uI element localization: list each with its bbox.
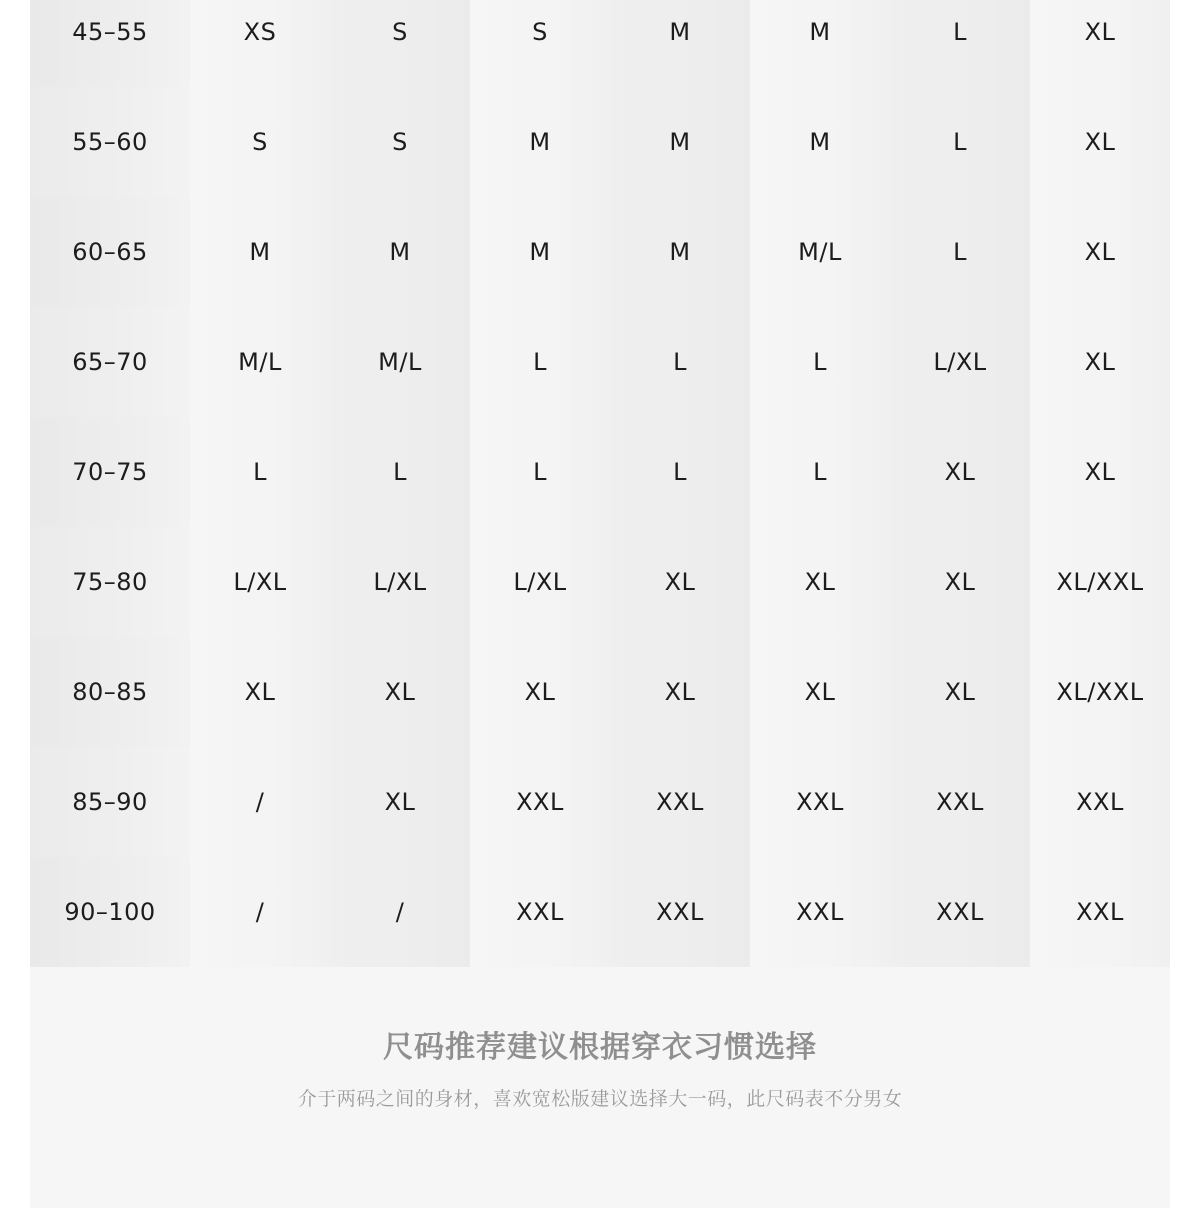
size-cell: XL: [330, 637, 470, 747]
size-cell: S: [330, 0, 470, 87]
size-cell: XL: [890, 527, 1030, 637]
size-cell: M: [750, 87, 890, 197]
size-cell: M: [610, 197, 750, 307]
size-cell: XL/XXL: [1030, 637, 1170, 747]
size-cell: XL: [610, 527, 750, 637]
size-cell: L: [750, 307, 890, 417]
size-cell: XL: [1030, 87, 1170, 197]
size-cell: M: [470, 87, 610, 197]
size-cell: XXL: [470, 747, 610, 857]
size-cell: L/XL: [890, 307, 1030, 417]
table-row: [30, 747, 1170, 857]
size-cell: L: [330, 417, 470, 527]
size-cell: XL: [1030, 417, 1170, 527]
size-cell: L: [610, 307, 750, 417]
size-cell: M/L: [750, 197, 890, 307]
size-cell: XXL: [470, 857, 610, 967]
size-cell: XL: [1030, 307, 1170, 417]
table-row: [30, 637, 1170, 747]
size-cell: XS: [190, 0, 330, 87]
size-chart-panel: [30, 0, 1170, 1208]
size-cell: XL: [610, 637, 750, 747]
size-cell: M: [190, 197, 330, 307]
weight-range-cell: 60–65: [30, 197, 190, 307]
size-cell: L: [470, 307, 610, 417]
size-cell: XXL: [750, 857, 890, 967]
size-cell: XXL: [890, 857, 1030, 967]
size-cell: XL: [330, 747, 470, 857]
size-cell: XL: [1030, 0, 1170, 87]
size-cell: XL: [470, 637, 610, 747]
size-advice-subtitle: 介于两码之间的身材，喜欢宽松版建议选择大一码，此尺码表不分男女: [297, 1088, 903, 1110]
table-row: [30, 307, 1170, 417]
size-cell: XL: [1030, 197, 1170, 307]
size-cell: XL/XXL: [1030, 527, 1170, 637]
size-cell: M: [610, 87, 750, 197]
size-table: [30, 0, 1170, 967]
size-advice-title: 尺码推荐建议根据穿衣习惯选择: [383, 1030, 817, 1065]
weight-range-cell: 45–55: [30, 0, 190, 87]
weight-range-cell: 90–100: [30, 857, 190, 967]
size-cell: XXL: [610, 747, 750, 857]
size-cell: L/XL: [190, 527, 330, 637]
table-row: [30, 197, 1170, 307]
weight-range-cell: 80–85: [30, 637, 190, 747]
size-cell: XXL: [610, 857, 750, 967]
size-cell: M/L: [190, 307, 330, 417]
size-cell: L: [470, 417, 610, 527]
size-cell: XL: [750, 637, 890, 747]
size-cell: S: [470, 0, 610, 87]
size-cell: XXL: [1030, 857, 1170, 967]
weight-range-cell: 55–60: [30, 87, 190, 197]
size-cell: XL: [890, 417, 1030, 527]
table-row: [30, 87, 1170, 197]
size-cell: S: [190, 87, 330, 197]
table-row: [30, 0, 1170, 87]
size-cell: L: [890, 0, 1030, 87]
size-cell: XL: [190, 637, 330, 747]
size-cell: L: [890, 197, 1030, 307]
size-cell: M: [750, 0, 890, 87]
weight-range-cell: 65–70: [30, 307, 190, 417]
size-cell: XXL: [1030, 747, 1170, 857]
size-notes: [30, 967, 1170, 1208]
size-cell: L/XL: [470, 527, 610, 637]
size-cell: /: [190, 747, 330, 857]
size-cell: M/L: [330, 307, 470, 417]
weight-range-cell: 75–80: [30, 527, 190, 637]
size-cell: XL: [890, 637, 1030, 747]
size-cell: /: [330, 857, 470, 967]
size-cell: L: [750, 417, 890, 527]
size-cell: M: [470, 197, 610, 307]
table-row: [30, 857, 1170, 967]
size-cell: S: [330, 87, 470, 197]
size-cell: XL: [750, 527, 890, 637]
weight-range-cell: 85–90: [30, 747, 190, 857]
size-cell: /: [190, 857, 330, 967]
table-row: [30, 527, 1170, 637]
size-cell: M: [330, 197, 470, 307]
weight-range-cell: 70–75: [30, 417, 190, 527]
size-cell: L: [190, 417, 330, 527]
size-cell: L/XL: [330, 527, 470, 637]
table-row: [30, 417, 1170, 527]
size-cell: XXL: [890, 747, 1030, 857]
size-cell: XXL: [750, 747, 890, 857]
size-cell: M: [610, 0, 750, 87]
size-cell: L: [890, 87, 1030, 197]
size-cell: L: [610, 417, 750, 527]
